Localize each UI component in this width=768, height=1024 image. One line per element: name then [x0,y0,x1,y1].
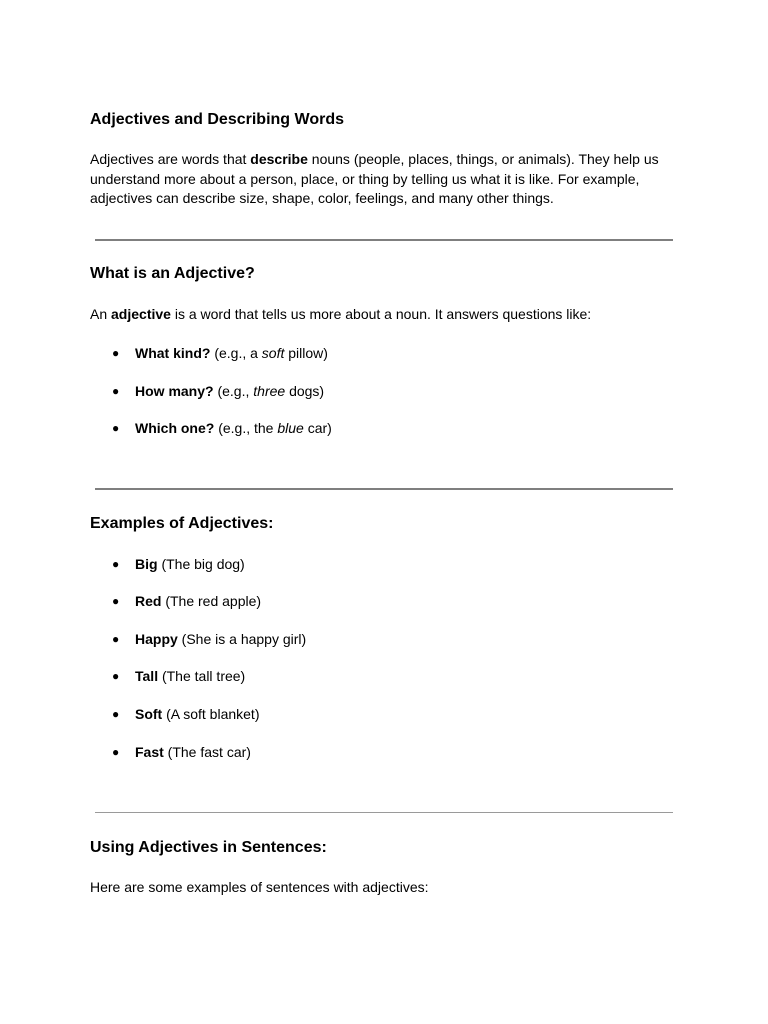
document-title: Adjectives and Describing Words [90,111,344,128]
adjective-example: (The tall tree) [158,668,246,684]
heading-examples: Examples of Adjectives: [90,515,274,532]
example-text: (e.g., a [210,345,262,361]
example-adjective: soft [261,345,285,361]
bullet-icon: ● [112,346,120,360]
example-text: dogs) [285,383,325,399]
section-divider [95,488,673,490]
bullet-icon: ● [112,384,120,398]
section-divider [95,239,673,241]
example-adjective: blue [277,420,304,436]
list-item-text [135,344,328,362]
example-text: (e.g., [213,383,254,399]
list-item-text [135,630,306,648]
bullet-icon: ● [112,707,120,721]
adjective-example: (The red apple) [161,593,262,609]
bullet-icon: ● [112,632,120,646]
example-text: car) [303,420,332,436]
what-is-bold-word: adjective [111,306,171,322]
list-item-text [135,705,260,723]
adjective-example: (The fast car) [163,744,251,760]
using-paragraph: Here are some examples of sentences with adjectives: [90,879,429,895]
bullet-icon: ● [112,745,120,759]
list-item-text [135,743,251,761]
what-is-paragraph [90,305,591,323]
question-label: How many? [135,383,214,399]
question-label: What kind? [135,345,211,361]
heading-what-is-adjective: What is an Adjective? [90,265,255,282]
bullet-icon: ● [112,557,120,571]
list-item-text [135,592,261,610]
intro-bold-word: describe [250,151,308,167]
adjective-word: Red [135,593,162,609]
what-is-text-end: is a word that tells us more about a noun. It answers questions like: [170,306,592,322]
example-adjective: three [253,383,286,399]
adjective-word: Soft [135,706,163,722]
bullet-icon: ● [112,594,120,608]
section-divider [95,812,673,813]
heading-using-adjectives: Using Adjectives in Sentences: [90,839,327,856]
adjective-word: Tall [135,668,159,684]
adjective-word: Fast [135,744,164,760]
adjective-word: Big [135,556,158,572]
intro-text-end: nouns (people, places, things, or animals). They help us understand more about a person, place, or thing by telling us what it is like. For example, adjectives can describe size, shape, color, feelings, and many other things. [90,151,659,206]
intro-text-start: Adjectives are words that [90,151,251,167]
adjective-example: (She is a happy girl) [177,631,307,647]
adjective-example: (The big dog) [157,556,245,572]
list-item-text [135,555,245,573]
intro-paragraph [90,150,680,209]
what-is-text-start: An [90,306,112,322]
example-text: pillow) [284,345,328,361]
list-item-text [135,667,245,685]
bullet-icon: ● [112,421,120,435]
bullet-icon: ● [112,669,120,683]
list-item-text [135,419,332,437]
adjective-word: Happy [135,631,178,647]
list-item-text [135,382,324,400]
adjective-example: (A soft blanket) [162,706,260,722]
question-label: Which one? [135,420,215,436]
example-text: (e.g., the [214,420,278,436]
